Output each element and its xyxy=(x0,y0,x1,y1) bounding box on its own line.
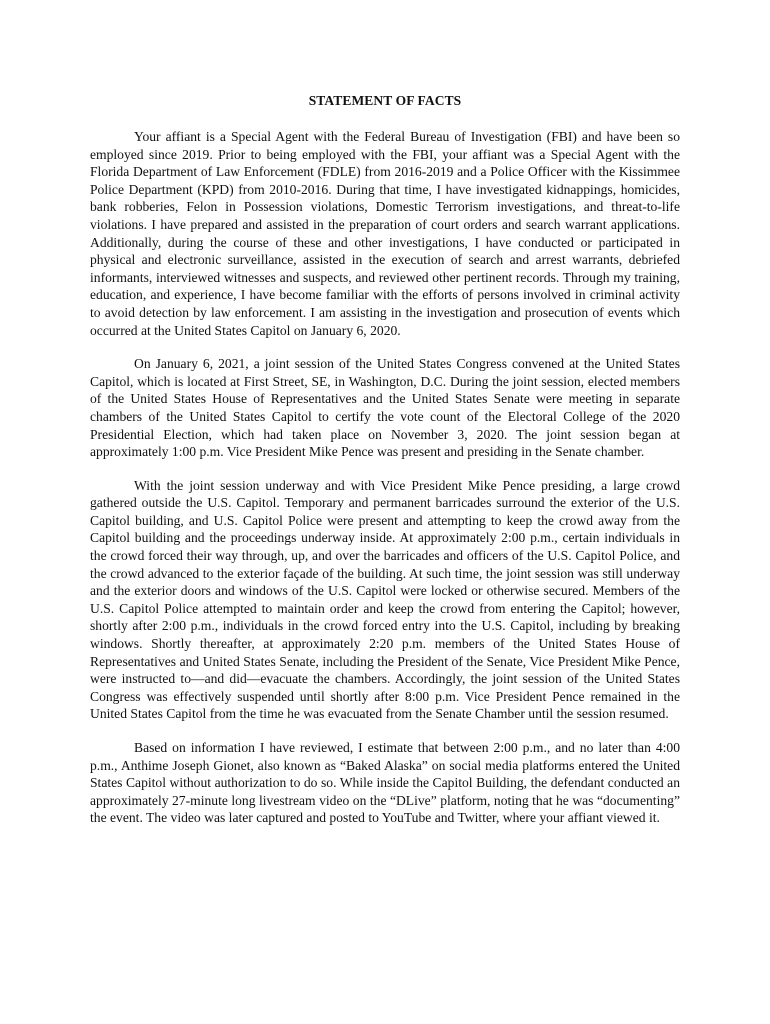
paragraph-defendant-entry: Based on information I have reviewed, I estimate that between 2:00 p.m., and no later than 4:00 p.m., Anthime Joseph Gionet, also known as “Baked Alaska” on social media platforms entered the United States Capitol without authorization to do so. While inside the Capitol Building, the defendant conducted an approximately 27-minute long livestream video on the “DLive” platform, noting that he was “documenting” the event. The video was later captured and posted to YouTube and Twitter, where your affiant viewed it. xyxy=(90,740,680,826)
document-body xyxy=(90,128,680,843)
paragraph-joint-session: On January 6, 2021, a joint session of the United States Congress convened at the United States Capitol, which is located at First Street, SE, in Washington, D.C. During the joint session, elected members of the United States House of Representatives and the United States Senate were meeting in separate chambers of the United States Capitol to certify the vote count of the Electoral College of the 2020 Presidential Election, which had taken place on November 3, 2020. The joint session began at approximately 1:00 p.m. Vice President Mike Pence was present and presiding in the Senate chamber. xyxy=(90,356,680,460)
paragraph-capitol-breach: With the joint session underway and with Vice President Mike Pence presiding, a large crowd gathered outside the U.S. Capitol. Temporary and permanent barricades surround the exterior of the U.S. Capitol building, and U.S. Capitol Police were present and attempting to keep the crowd away from the Capitol building and the proceedings underway inside. At approximately 2:00 p.m., certain individuals in the crowd forced their way through, up, and over the barricades and officers of the U.S. Capitol Police, and the crowd advanced to the exterior façade of the building. At such time, the joint session was still underway and the exterior doors and windows of the U.S. Capitol were locked or otherwise secured. Members of the U.S. Capitol Police attempted to maintain order and keep the crowd from entering the Capitol; however, shortly after 2:00 p.m., individuals in the crowd forced entry into the U.S. Capitol, including by breaking windows. Shortly thereafter, at approximately 2:20 p.m. members of the United States House of Representatives and United States Senate, including the President of the Senate, Vice President Mike Pence, were instructed to—and did—evacuate the chambers. Accordingly, the joint session of the United States Congress was effectively suspended until shortly after 8:00 p.m. Vice President Pence remained in the United States Capitol from the time he was evacuated from the Senate Chamber until the session resumed. xyxy=(90,477,680,722)
paragraph-affiant-background: Your affiant is a Special Agent with the Federal Bureau of Investigation (FBI) and have been so employed since 2019. Prior to being employed with the FBI, your affiant was a Special Agent with the Florida Department of Law Enforcement (FDLE) from 2016-2019 and a Police Officer with the Kissimmee Police Department (KPD) from 2010-2016. During that time, I have investigated kidnappings, homicides, bank robberies, Felon in Possession violations, Domestic Terrorism investigations, and threat-to-life violations. I have prepared and assisted in the preparation of court orders and search warrant applications. Additionally, during the course of these and other investigations, I have conducted or participated in physical and electronic surveillance, assisted in the execution of search and arrest warrants, debriefed informants, interviewed witnesses and suspects, and reviewed other pertinent records. Through my training, education, and experience, I have become familiar with the efforts of persons involved in criminal activity to avoid detection by law enforcement. I am assisting in the investigation and prosecution of events which occurred at the United States Capitol on January 6, 2020. xyxy=(90,129,680,338)
document-title: STATEMENT OF FACTS xyxy=(308,93,462,108)
